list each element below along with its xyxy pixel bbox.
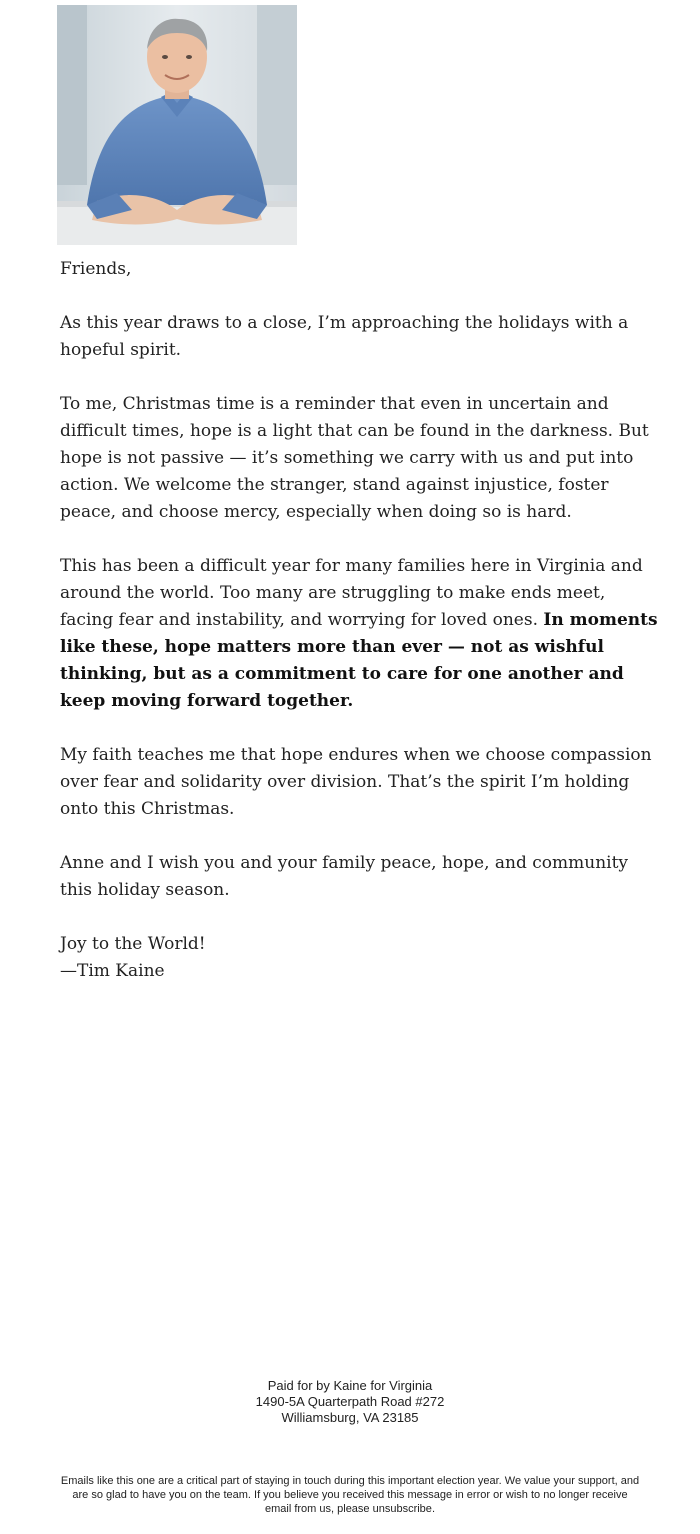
footer-address [0, 1378, 700, 1426]
closing-line: Joy to the World! [60, 934, 206, 954]
paragraph-3 [60, 553, 660, 715]
signature: —Tim Kaine [60, 961, 165, 981]
paragraph-3-bold: In moments like these, hope matters more than ever — not as wishful thinking, but as a commitment to care for one another and keep moving forward together. [60, 610, 658, 711]
address-line-2: Williamsburg, VA 23185 [281, 1410, 419, 1425]
letter-body [60, 256, 660, 985]
paragraph-2: To me, Christmas time is a reminder that even in uncertain and difficult times, hope is a light that can be found in the darkness. But hope is not passive — it’s something we carry with us and put into action. We welcome the stranger, stand against injustice, foster peace, and choose mercy, especially when doing so is hard. [60, 394, 649, 522]
footer-note-end: . [431, 1503, 435, 1515]
paragraph-1: As this year draws to a close, I’m approaching the holidays with a hopeful spirit. [60, 313, 629, 360]
paragraph-5: Anne and I wish you and your family peace, hope, and community this holiday season. [60, 853, 629, 900]
paragraph-4: My faith teaches me that hope endures when we choose compassion over fear and solidarity over division. That’s the spirit I’m holding onto this Christmas. [60, 745, 652, 819]
paid-for-line: Paid for by Kaine for Virginia [267, 1378, 433, 1393]
footer-note [60, 1474, 640, 1516]
address-line-1: 1490-5A Quarterpath Road #272 [255, 1394, 445, 1409]
greeting: Friends, [60, 259, 132, 279]
paragraph-3-regular: This has been a difficult year for many families here in Virginia and around the world. Too many are struggling to make ends meet, facing fear and instability, and worrying for loved ones. [60, 556, 643, 630]
header-photo [57, 5, 297, 245]
footer-note-text: Emails like this one are a critical part of staying in touch during this important election year. We value your support, and are so glad to have you on the team. If you believe you received this message in error or wish to no longer receive email from us, please [60, 1475, 640, 1515]
unsubscribe-link[interactable]: unsubscribe [372, 1503, 432, 1515]
